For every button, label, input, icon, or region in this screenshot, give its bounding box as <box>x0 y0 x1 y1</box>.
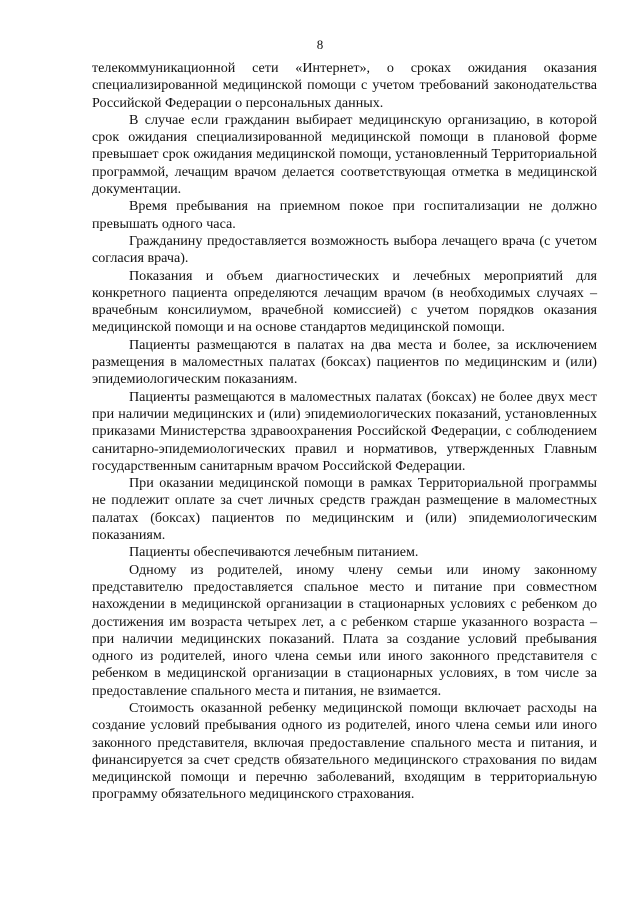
paragraph-parent-stay: Одному из родителей, иному члену семьи или иному законному представителю предоставляется спальное место и питание при совместном нахождении в медицинской организации в стационарных условиях с ребенком до достижения им возраста четырех лет, а с ребенком старше указанного возраста – при наличии медицинских показаний. Плата за создание условий пребывания одного из родителей, иного члена семьи или иного законного представителя с ребенком в медицинской организации в стационарных условиях, в том числе за предоставление спального места и питания, не взимается. <box>92 561 597 699</box>
page-number: 8 <box>316 37 324 52</box>
paragraph-nutrition: Пациенты обеспечиваются лечебным питанием. <box>129 544 419 561</box>
paragraph-indications: Показания и объем диагностических и лечебных мероприятий для конкретного пациента определяются лечащим врачом (в необходимых случаях – врачебным консилиумом, врачебной комиссией) с учетом порядков оказания медицинской помощи и на основе стандартов медицинской помощи. <box>92 267 597 336</box>
document-body <box>92 60 597 804</box>
paragraph-cost: Стоимость оказанной ребенку медицинской помощи включает расходы на создание условий пребывания одного из родителей, иного члена семьи или иного законного представителя, включая предоставление спального места и питания, и финансируется за счет средств обязательного медицинского страхования по видам медицинской помощи и перечню заболеваний, входящим в территориальную программу обязательного медицинского страхования. <box>92 699 597 803</box>
paragraph-ward-placement: Пациенты размещаются в палатах на два места и более, за исключением размещения в маломестных палатах (боксах) пациентов по медицинским и (или) эпидемиологическим показаниям. <box>92 336 597 388</box>
paragraph-no-payment: При оказании медицинской помощи в рамках Территориальной программы не подлежит оплате за счет личных средств граждан размещение в маломестных палатах (боксах) пациентов по медицинским и (или) эпидемиологическим показаниям. <box>92 475 597 544</box>
paragraph-choice-of-organization: В случае если гражданин выбирает медицинскую организацию, в которой срок ожидания специализированной медицинской помощи в плановой форме превышает срок ожидания медицинской помощи, установленный Территориальной программой, лечащим врачом делается соответствующая отметка в медицинской документации. <box>92 111 597 198</box>
paragraph-small-wards: Пациенты размещаются в маломестных палатах (боксах) не более двух мест при наличии медицинских и (или) эпидемиологических показаний, установленных приказами Министерства здравоохранения Российской Федерации, с соблюдением санитарно-эпидемиологических правил и нормативов, утвержденных Главным государственным санитарным врачом Российской Федерации. <box>92 388 597 474</box>
paragraph-admission-time: Время пребывания на приемном покое при госпитализации не должно превышать одного часа. <box>92 198 597 232</box>
paragraph-choice-of-doctor: Гражданину предоставляется возможность выбора лечащего врача (с учетом согласия врача). <box>92 232 597 267</box>
paragraph-continued: телекоммуникационной сети «Интернет», о сроках ожидания оказания специализированной медицинской помощи с учетом требований законодательства Российской Федерации о персональных данных. <box>92 60 597 111</box>
